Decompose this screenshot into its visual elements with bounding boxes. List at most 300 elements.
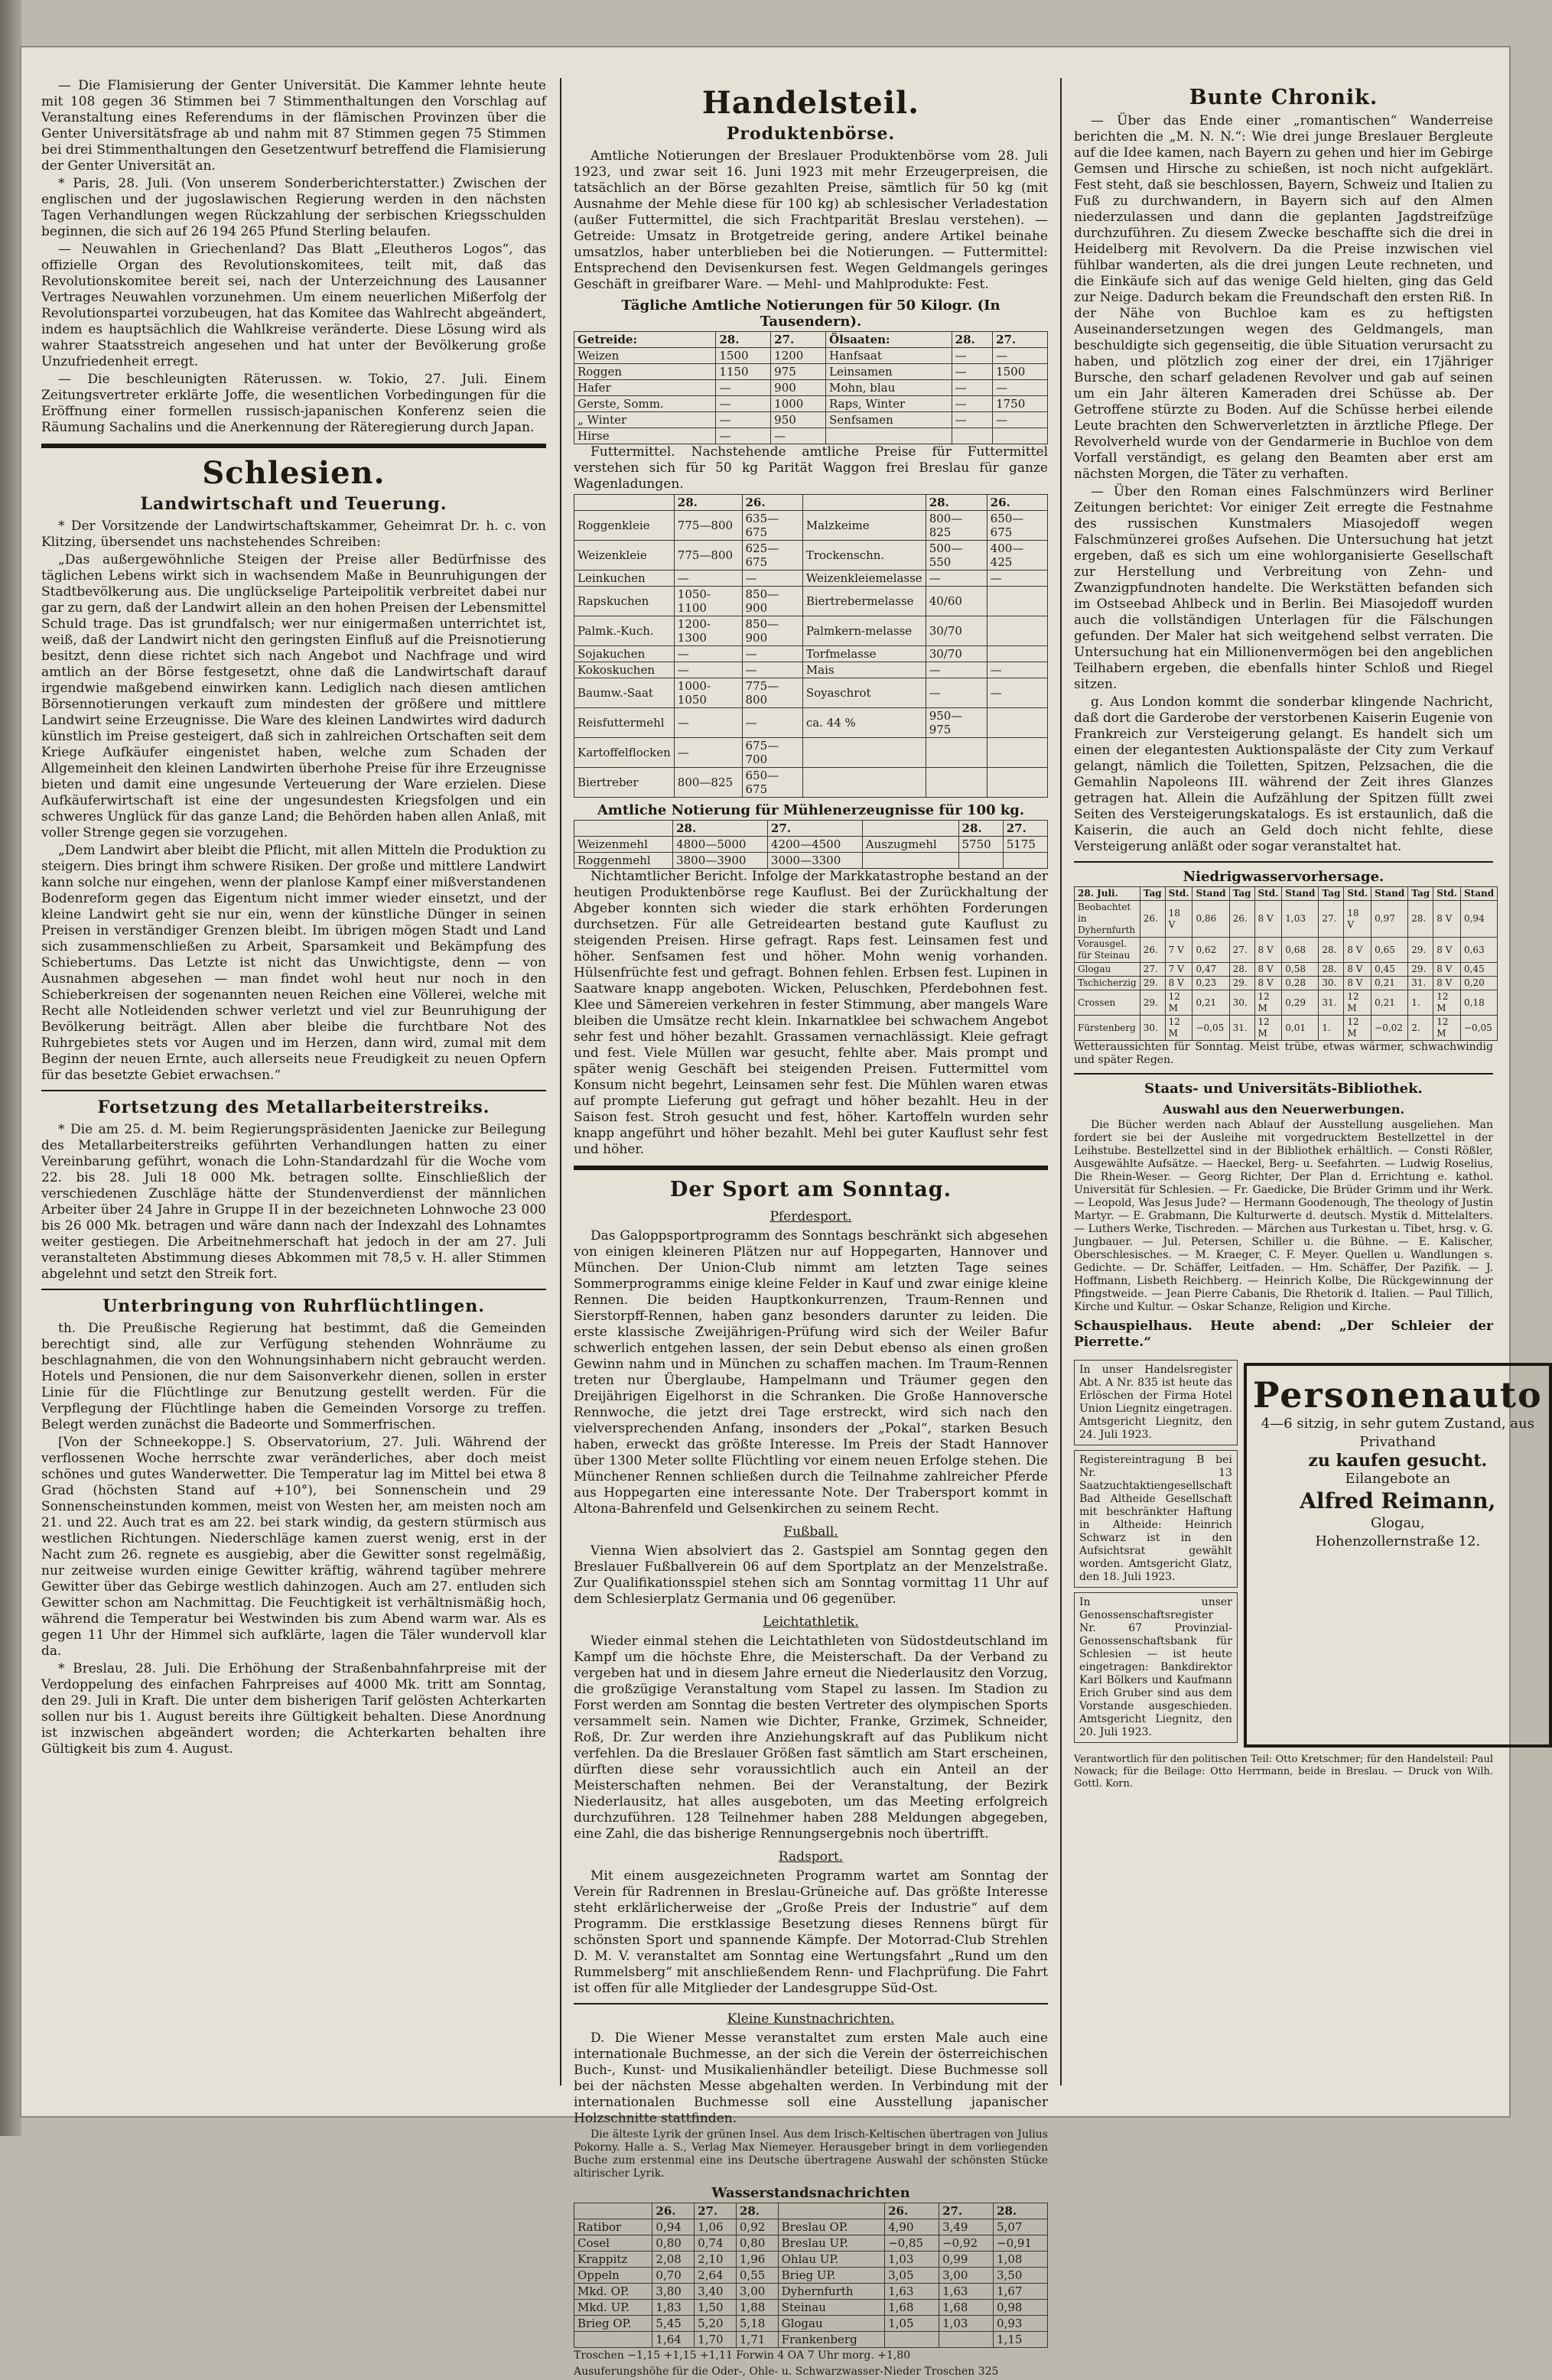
- table-header-cell: [862, 821, 958, 837]
- table-cell: 30.: [1229, 990, 1254, 1016]
- table-row: [574, 768, 1048, 798]
- table-cell: 1.: [1319, 1016, 1344, 1041]
- table-cell: 27.: [1140, 963, 1165, 977]
- table-cell: 1,03: [885, 2252, 939, 2268]
- table-cell: 850—900: [742, 587, 802, 616]
- table-cell: 1750: [993, 396, 1048, 412]
- article-paragraph: th. Die Preußische Regierung hat bestimmt, daß die Gemeinden berechtigt sind, alle zur Verfügung stehenden Wohnräume zu beschlagnahmen, die von den Wohnungsinhabern nicht gebraucht werden. Hotels und Pensionen, die nur dem Saisonverkehr dienen, sollen in erster Linie für die Flüchtlinge zur Benutzung gestellt werden. Für die Verpflegung der Flüchtlinge haben die Gemeinden Vorsorge zu treffen. Belegt werden zunächst die Badeorte und Sommerfrischen.: [41, 1321, 546, 1432]
- table-cell: 12 M: [1165, 1016, 1192, 1041]
- table-header-cell: [574, 495, 675, 511]
- table-cell: Kartoffelflocken: [574, 738, 675, 768]
- table-niedrigwasser: [1074, 886, 1498, 1041]
- chronik-item: g. Aus London kommt die sonderbar klingende Nachricht, daß dort die Garderobe der verstorbenen Kaiserin Eugenie von Frankreich zur Versteigerung gelangt. Es handelt sich um einen der elegantesten Auktionspaläste der City zum Verkauf gelangt, nämlich die Toiletten, Spitzen, Pelzsachen, die die Gemahlin Napoleons III. während der Zeit ihres Glanzes getragen hat. Allein die Aufzählung der Spitzen füllt zwei Seiten des Versteigerungskatalogs. Es ist erstaunlich, daß die Kaiserin, die auch an Geld doch nicht fehlte, diese Versteigerung anläßt oder sogar veranstaltet hat.: [1074, 694, 1493, 854]
- table-header-cell: Stand: [1282, 887, 1319, 901]
- table-cell: 1,83: [652, 2300, 695, 2316]
- table-cell: —: [716, 428, 771, 444]
- table-cell: Raps, Winter: [826, 396, 952, 412]
- section-title-schlesien: Schlesien.: [202, 455, 386, 491]
- news-item: * Paris, 28. Juli. (Von unserem Sonderberichterstatter.) Zwischen der englischen und der jugoslawischen Regierung werden in den nächsten Tagen Verhandlungen wegen Rückzahlung der serbischen Kriegsschulden beginnen, die sich auf 26 194 265 Pfund Sterling belaufen.: [41, 176, 546, 239]
- table-cell: —: [674, 571, 742, 587]
- table-cell: 7 V: [1165, 963, 1192, 977]
- table-cell: 1000: [771, 396, 826, 412]
- sport-radsport: Mit einem ausgezeichneten Programm wartet am Sonntag der Verein für Radrennen in Breslau-Grüneiche auf. Das größte Interesse steht erklärlicherweise der „Große Preis der Industrie“ auf dem Programm. Die erstklassige Besetzung dieses Rennens bürgt für schönsten Sport und spannende Kämpfe. Der Motorrad-Club Strehlen D. M. V. veranstaltet am Sonntag eine Wertungsfahrt „Rund um den Rummelsberg“ mit anschließendem Renn- und Flachprüfung. Die Fahrt ist offen für alle Mitglieder der Landesgruppe Süd-Ost.: [574, 1868, 1048, 1996]
- table-cell: 625—675: [742, 541, 802, 571]
- table-cell: —: [742, 646, 802, 662]
- table-cell: 0,68: [1282, 938, 1319, 963]
- table-header-cell: [802, 495, 926, 511]
- table-cell: —: [716, 412, 771, 428]
- ad-advertiser-street: Hohenzollernstraße 12.: [1315, 1533, 1481, 1549]
- table-header-cell: 28. Juli.: [1075, 887, 1140, 901]
- table-cell: 0,62: [1192, 938, 1229, 963]
- divider: [1074, 861, 1493, 863]
- table-cell: 775—800: [674, 511, 742, 541]
- table-cell: 650—675: [742, 768, 802, 798]
- table-cell: 12 M: [1433, 990, 1461, 1016]
- wetteraussichten: Wetteraussichten für Sonntag. Meist trübe, etwas wärmer, schwachwindig und später Regen.: [1074, 1041, 1493, 1066]
- table-cell: 1200-1300: [674, 616, 742, 646]
- table-cell: Crossen: [1075, 990, 1140, 1016]
- divider: [574, 2003, 1048, 2004]
- table-cell: Brieg UP.: [778, 2268, 884, 2284]
- table-muehle: [574, 820, 1048, 869]
- table-cell: 18 V: [1344, 901, 1371, 938]
- table-cell: 1,71: [736, 2332, 778, 2348]
- boerse-intro: Amtliche Notierungen der Breslauer Produktenbörse vom 28. Juli 1923, und zwar seit 16. Juni 1923 mit mehr Erzeugerpreisen, die tatsächlich an der Börse gezahlten Preise, sämtlich für 50 kg (mit Ausnahme der Mehle diese für 100 kg) ab schlesischer Verladestation (außer Futtermittel, die sich Frachtparität Breslau verstehen). — Getreide: Umsatz in Brotgetreide gering, andere Artikel beinahe umsatzlos, haber unterblieben bei die Notierungen. — Futtermittel: Entsprechend den Devisenkursen fest. Wegen Geldmangels geringes Geschäft in greifbarer Ware. — Mehl- und Mahlprodukte: Fest.: [574, 148, 1048, 292]
- table-cell: 8 V: [1344, 963, 1371, 977]
- table-cell: 1,68: [939, 2300, 994, 2316]
- column-middle: [574, 78, 1048, 2378]
- table-cell: 1,03: [939, 2316, 994, 2332]
- table-cell: 675—700: [742, 738, 802, 768]
- table-cell: Leinsamen: [826, 364, 952, 380]
- table-row: [574, 2300, 1048, 2316]
- table-header-cell: 26.: [652, 2203, 695, 2219]
- table-cell: −0,05: [1460, 1016, 1497, 1041]
- article-paragraph: „Dem Landwirt aber bleibt die Pflicht, mit allen Mitteln die Produktion zu steigern. Dies bringt ihm schwere Risiken. Der große und mittlere Landwirt kann solche nur eingehen, wenn der planlose Kampf einer mißverstandenen Bodenreform gegen das Eigentum nicht immer wieder einsetzt, und der kleine Landwirt geht sie nur ein, wenn der künstliche Dünger in seinen Preisen in verständiger Grenzen bleibt. Im übrigen mögen Stadt und Land sich zusammenschließen zu Arbeit, Sparsamkeit und Bekämpfung des Schiebertums. Das Letzte ist nicht das Unwichtigste, denn — von Ausnahmen abgesehen — man findet wohl heut nur noch in den Schieberkreisen der sogenannten neuen Reichen eine Völlerei, welche mit Recht alle Notleidenden schwer verletzt und viel zur Beunruhigung der Bevölkerung beiträgt. Allen aber bleibe die furchtbare Not des Ruhrgebietes stets vor Augen und im Herzen, dann wird, zumal mit dem Beginn der neuen Ernte, auch allerseits neue Freudigkeit zu neuen Opfern für das besetzte Gebiet erwachsen.“: [41, 843, 546, 1083]
- table-cell: 0,93: [994, 2316, 1048, 2332]
- table-cell: [987, 738, 1047, 768]
- table-title-getreide: Tägliche Amtliche Notierungen für 50 Kilogr. (In Tausendern).: [621, 298, 1001, 330]
- table-cell: Mais: [802, 662, 926, 678]
- table-cell: Trockenschn.: [802, 541, 926, 571]
- table-cell: Malzkeime: [802, 511, 926, 541]
- advertisement-personenauto: [1244, 1363, 1552, 1748]
- table-cell: 1,63: [885, 2284, 939, 2300]
- table-cell: 1,63: [939, 2284, 994, 2300]
- table-wasserstand: [574, 2203, 1048, 2348]
- table-cell: 8 V: [1433, 901, 1461, 938]
- table-cell: Mkd. UP.: [574, 2300, 652, 2316]
- table-row: [574, 2219, 1048, 2235]
- article-metallarbeiterstreik: [41, 1122, 546, 1283]
- table-cell: Roggenmehl: [574, 853, 673, 869]
- table-cell: Glogau: [1075, 963, 1140, 977]
- table-cell: Biertrebermelasse: [802, 587, 926, 616]
- chronik-item: — Über das Ende einer „romantischen“ Wanderreise berichten die „M. N. N.“: Wie drei junge Breslauer Bergleute auf die Idee kamen, nach Bayern zu gehen und hier im Gebirge Gemsen und Hirsche zu schießen, ist noch nicht aufgeklärt. Fest steht, daß sie beschlossen, Bayern, Schweiz und Italien zu Fuß zu durchwandern, in Bayern sich auf den Almen niederzulassen und dann die geplanten Jagdstreifzüge durchzuführen. Zu diesem Zwecke beschaffte sich die drei in Heidelberg mit Revolvern. Da die Preise inzwischen viel fühlbar wanderten, als die drei jungen Leute rechneten, und die Einkäufe sich auf das wenige Geld hielten, ging das Geld zur Neige. Dadurch bekam die Freundschaft den ersten Riß. In der Nähe von Buchloe kam es zu heftigsten Auseinandersetzungen wegen des Geldmangels, man beschuldigte sich gegenseitig, die üble Situation verursacht zu haben, und plötzlich zog einer der drei, ein 17jähriger Bursche, den scharf geladenen Revolver und gab auf seinen um ein Jahr älteren Kameraden drei Schüsse ab. Der Getroffene stürzte zu Boden. Auf die Schüsse herbei eilende Leute brachten den Schwerverletzten in ärztliche Pflege. Der Revolverheld wurde von der Gendarmerie in Buchloe von dem Vorfall verständigt, es gelang den Beamten aber erst am nächsten Morgen, die Täter zu verhaften.: [1074, 113, 1493, 482]
- table-row: [574, 364, 1048, 380]
- bibliothek-list: Die Bücher werden nach Ablauf der Ausstellung ausgeliehen. Man fordert sie bei der Ausleihe mit vorgedrucktem Bestellzettel in der Leihstube. Bestellzettel sind in der Bibliothek erhältlich. — Consti Rößler, Ausgewählte Aufsätze. — Haeckel, Berg- u. Seefahrten. — Ludwig Roselius, Die Rhein-Weser. — Georg Richter, Der Plan d. Errichtung e. kathol. Universität für Schlesien. — Fr. Gaedicke, Die Brüder Grimm und ihr Werk. — Leopold, Was Jesus Jude? — Hermann Goodenough, The theology of Justin Martyr. — E. Grabmann, Die Kulturwerte d. deutsch. Mystik d. Mittelalters. — Luthers Werke, Tischreden. — Märchen aus Turkestan u. Tibet, hrsg. v. G. Jungbauer. — Jul. Petersen, Schiller u. die Bühne. — E. Kalischer, Oberschlesisches. — M. Kraeger, C. F. Meyer. Quellen u. Wandlungen s. Gedichte. — Dr. Schäffer, Leitfaden. — Hm. Schäffer, Der Pazifik. — J. Hoffmann, Lisbeth Reichberg. — Heinrich Kolbe, Die Rückgewinnung der Pfingstweide. — Jean Pierre Cabanis, Die Rhetorik d. Italien. — Paul Tillich, Kirche und Kultur. — Oskar Schanze, Religion und Kirche.: [1074, 1119, 1493, 1313]
- table-cell: 950—975: [926, 708, 987, 738]
- table-cell: −0,02: [1371, 1016, 1408, 1041]
- table-row: [574, 616, 1048, 646]
- table-cell: Soyaschrot: [802, 678, 926, 708]
- table-cell: 2.: [1408, 1016, 1433, 1041]
- table-cell: 1.: [1408, 990, 1433, 1016]
- table-row: [1075, 977, 1498, 990]
- table-cell: Ohlau UP.: [778, 2252, 884, 2268]
- table-cell: Senfsamen: [826, 412, 952, 428]
- table-cell: Oppeln: [574, 2268, 652, 2284]
- table-cell: —: [952, 396, 992, 412]
- table-cell: —: [674, 738, 742, 768]
- table-cell: 12 M: [1344, 1016, 1371, 1041]
- table-cell: 0,99: [939, 2252, 994, 2268]
- sport-pferdesport: Das Galoppsportprogramm des Sonntags beschränkt sich abgesehen von einigen kleineren Plätzen nur auf Hoppegarten, Hannover und München. Der Union-Club nimmt am letzten Tage seines Sommerprogramms einige kleine Felder in Kauf und zwar einige kleine Rennen. Die beiden Hauptkonkurrenzen, Traum-Rennen und Sierstorpff-Rennen, haben ganz besonders darunter zu leiden. Die erste klassische Zweijährigen-Prüfung wird sich der Weiler Bafur schwerlich entgehen lassen, der sein Debut ebenso als einen großen Gewinn nahm und in München zu schaffen machen. Im Traum-Rennen treten nur Überglaube, Hampelmann und Träumer gegen den Dreijährigen Eigelhorst in die Schranken. Die Große Hannoversche Rennwoche, die jetzt drei Tage erstreckt, wird sich nach den vielversprechenden Anfang, insonders der „Pokal“, starken Besuch haben, erweckt das größte Interesse. Im Preis der Stadt Hannover über 1300 Meter sollte Flüchtling vor einem neuen Erfolge stehen. Die Münchener Rennen schließen durch die Teilnahme zahlreicher Pferde aus Hoppegarten eine interessante Note. Der Trabersport kommt in Altona-Bahrenfeld und Gelsenkirchen zu seinem Recht.: [574, 1228, 1048, 1517]
- divider: [41, 1090, 546, 1091]
- divider: [41, 1289, 546, 1290]
- lead-news-items: [41, 78, 546, 436]
- table-header-cell: 28.: [958, 821, 1003, 837]
- wasserstand-footer: Troschen −1,15 +1,15 +1,11 Forwin 4 OA 7 Uhr morg. +1,80: [574, 2349, 911, 2362]
- table-row: [574, 837, 1048, 853]
- table-cell: 4200—4500: [767, 837, 862, 853]
- table-row: [574, 662, 1048, 678]
- table-cell: [926, 738, 987, 768]
- table-cell: 5,20: [695, 2316, 737, 2332]
- section-title-handelsteil: Handelsteil.: [701, 85, 920, 121]
- table-cell: [802, 768, 926, 798]
- table-cell: [885, 2332, 939, 2348]
- table-cell: 28.: [1319, 963, 1344, 977]
- table-cell: 30/70: [926, 646, 987, 662]
- chronik-items: [1074, 113, 1493, 855]
- table-cell: —: [952, 380, 992, 396]
- table-cell: 26.: [1140, 938, 1165, 963]
- table-cell: Weizenkleie: [574, 541, 675, 571]
- table-cell: —: [926, 678, 987, 708]
- table-cell: 30.: [1319, 977, 1344, 990]
- table-header-cell: Stand: [1371, 887, 1408, 901]
- section-divider: [574, 1166, 1048, 1170]
- imprint: Verantwortlich für den politischen Teil: Otto Kretschmer; für den Handelsteil: Paul Nowack; für die Beilage: Otto Herrmann, beide in Breslau. — Druck von Wilh. Gottl. Korn.: [1074, 1754, 1493, 1790]
- table-cell: [862, 853, 958, 869]
- table-header-cell: Std.: [1433, 887, 1461, 901]
- table-cell: 1050-1100: [674, 587, 742, 616]
- table-row: [1075, 963, 1498, 977]
- table-cell: 29.: [1408, 938, 1433, 963]
- table-cell: 0,65: [1371, 938, 1408, 963]
- table-cell: —: [674, 708, 742, 738]
- table-cell: 0,21: [1371, 990, 1408, 1016]
- table-cell: 0,94: [1460, 901, 1497, 938]
- table-cell: 1,88: [736, 2300, 778, 2316]
- table-header-cell: Getreide:: [574, 332, 716, 348]
- table-cell: Sojakuchen: [574, 646, 675, 662]
- table-header-cell: Tag: [1229, 887, 1254, 901]
- table-cell: 950: [771, 412, 826, 428]
- table-cell: Hanfsaat: [826, 348, 952, 364]
- table-header-cell: 27.: [695, 2203, 737, 2219]
- table-cell: 29.: [1408, 963, 1433, 977]
- table-row: [574, 708, 1048, 738]
- table-cell: 0,20: [1460, 977, 1497, 990]
- table-cell: 900: [771, 380, 826, 396]
- table-cell: Torfmelasse: [802, 646, 926, 662]
- table-cell: 3000—3300: [767, 853, 862, 869]
- table-header-cell: [574, 2203, 652, 2219]
- ad-headline: Personenauto: [1252, 1374, 1543, 1416]
- subhead-fussball: Fußball.: [783, 1524, 838, 1540]
- table-cell: 31.: [1319, 990, 1344, 1016]
- news-item: — Neuwahlen in Griechenland? Das Blatt „Eleutheros Logos“, das offizielle Organ des Revolutionskomitees, teilt mit, daß das Revolutionskomitee bereit sei, nach der Unterzeichnung des Lausanner Vertrages Neuwahlen vorzunehmen. Um einem neuerlichen Mißerfolg der Revolutionspartei vorzubeugen, hat das Komitee das Wahlrecht abgeändert, indem es hauptsächlich die Wahlkreise veränderte. Diese Lösung wird als wahrer Staatsstreich angesehen und hat unter der Bevölkerung große Unzufriedenheit erregt.: [41, 242, 546, 369]
- table-row: [574, 380, 1048, 396]
- table-cell: [826, 428, 952, 444]
- table-cell: 30.: [1140, 1016, 1165, 1041]
- table-header-cell: 28.: [716, 332, 771, 348]
- section-title-bunte-chronik: Bunte Chronik.: [1189, 86, 1378, 109]
- table-row: [1075, 901, 1498, 938]
- table-cell: Palmk.-Kuch.: [574, 616, 675, 646]
- table-cell: 0,01: [1282, 1016, 1319, 1041]
- table-header-cell: Tag: [1140, 887, 1165, 901]
- table-cell: Mohn, blau: [826, 380, 952, 396]
- article-paragraph: [Von der Schneekoppe.] S. Observatorium, 27. Juli. Während der verflossenen Woche herrschte zwar veränderliches, aber doch meist schönes und gutes Wanderwetter. Die Temperatur lag im Mittel bei etwa 8 Grad (höchsten Stand auf +10°), bei Sonnenschein und 29 Sonnenscheinstunden kommen, meist von Westen her, am meisten noch am 21. und 22. Auch trat es am 22. bei stark windig, da gestern stürmisch aus westlichen Richtungen. Niederschläge kamen zuerst wenig, erst in der Nacht zum 26. regnete es ausgiebig, aber die Gewitter sonst regelmäßig, nur zeitweise wurden einige Gewitter kräftig, während tagüber mehrere Gewitter über das Gebirge westlich dahinzogen. Auch am 27. entluden sich Gewitter schon am Nachmittag. Die Feuchtigkeit ist verhältnismäßig hoch, während die Temperatur bei Westwinden bis zum Abend warm war. Als es gegen 11 Uhr der Himmel sich aufklärte, lagen die Täler wundervoll klar da.: [41, 1435, 546, 1659]
- register-notice-2: Registereintragung B bei Nr. 13 Saatzuchtaktiengesellschaft Bad Altheide Gesellschaft mit beschränkter Haftung in Altheide: Heinrich Schwarz ist in den Aufsichtsrat gewählt worden. Amtsgericht Glatz, den 18. Juli 1923.: [1074, 1450, 1238, 1588]
- table-header-cell: [574, 821, 673, 837]
- table-cell: [987, 587, 1047, 616]
- table-cell: 1,50: [695, 2300, 737, 2316]
- table-cell: 0,98: [994, 2300, 1048, 2316]
- table-cell: 0,23: [1192, 977, 1229, 990]
- table-cell: [987, 616, 1047, 646]
- table-cell: Gerste, Somm.: [574, 396, 716, 412]
- subhead-leichtathletik: Leichtathletik.: [763, 1614, 859, 1630]
- table-cell: 1200: [771, 348, 826, 364]
- subhead-ruhrfluechtlinge: Unterbringung von Ruhrflüchtlingen.: [102, 1296, 485, 1316]
- kunst-text-lyrik: Die älteste Lyrik der grünen Insel. Aus dem Irisch-Keltischen übertragen von Julius Pokorny. Halle a. S., Verlag Max Niemeyer. Herausgeber bringt in dem vorliegenden Buche zum erstenmal eine ins Deutsche übertragene Auswahl der schönsten Stücke altirischer Lyrik.: [574, 2128, 1048, 2180]
- table-cell: —: [742, 662, 802, 678]
- table-cell: 800—825: [926, 511, 987, 541]
- table-cell: —: [926, 662, 987, 678]
- table-row: [574, 2235, 1048, 2252]
- table-cell: 12 M: [1344, 990, 1371, 1016]
- ad-offer: Eilangebote an: [1345, 1471, 1450, 1487]
- table-cell: Tschicherzig: [1075, 977, 1140, 990]
- table-cell: 775—800: [742, 678, 802, 708]
- table-cell: 1,06: [695, 2219, 737, 2235]
- table-cell: 18 V: [1165, 901, 1192, 938]
- table-header-cell: 27.: [939, 2203, 994, 2219]
- table-cell: 1000-1050: [674, 678, 742, 708]
- table-cell: −0,92: [939, 2235, 994, 2252]
- table-header-cell: Std.: [1254, 887, 1282, 901]
- table-cell: 30/70: [926, 616, 987, 646]
- table-cell: 27.: [1229, 938, 1254, 963]
- table-header-cell: 27.: [1003, 821, 1047, 837]
- ad-line-2: zu kaufen gesucht.: [1308, 1451, 1488, 1471]
- table-header-cell: Std.: [1344, 887, 1371, 901]
- table-header-cell: 27.: [767, 821, 862, 837]
- table-getreide: [574, 331, 1048, 444]
- sport-fussball: Vienna Wien absolviert das 2. Gastspiel am Sonntag gegen den Breslauer Fußballverein 06 auf dem Sportplatz an der Menzelstraße. Zur Qualifikationsspiel stehen sich am Sonntag vormittag 11 Uhr auf dem Schlesierplatz Germania und 06 gegenüber.: [574, 1543, 1048, 1607]
- table-cell: 0,45: [1460, 963, 1497, 977]
- table-cell: 0,58: [1282, 963, 1319, 977]
- table-cell: 3,00: [939, 2268, 994, 2284]
- subhead-pferdesport: Pferdesport.: [769, 1209, 852, 1224]
- table-row: [574, 428, 1048, 444]
- chronik-item: — Über den Roman eines Falschmünzers wird Berliner Zeitungen berichtet: Vor einiger Zeit erregte die Festnahme des russischen Kunstmalers Miasojedoff wegen Falschmünzerei großes Aufsehen. Die Untersuchung hat jetzt ergeben, daß es sich um eine wohlorganisierte Gesellschaft zur Herstellung und Verbreitung von Zehn- und Zwanzigpfundnoten handelte. Die Werkstätten befanden sich im Ostseebad Ahlbeck und in Berlin. Bei Miasojedoff wurden auch die vollständigen Unterlagen für die Fälschungen gefunden. Der Maler hat sich weitgehend selbst verraten. Die Untersuchung hat ein Millionenvermögen bei den angeblichen Teilhabern ergeben, die ebenfalls hinter Schloß und Riegel sitzen.: [1074, 484, 1493, 692]
- table-cell: 635—675: [742, 511, 802, 541]
- article-paragraph: * Breslau, 28. Juli. Die Erhöhung der Straßenbahnfahrpreise mit der Verdoppelung des einfachen Fahrpreises auf 4000 Mk. tritt am Sonntag, den 29. Juli in Kraft. Die unter dem bisherigen Tarif gelösten Achterkarten sollen nur bis 1. August bereits ihre Gültigkeit behalten. Diese Anordnung ist inzwischen abgeändert worden; die Achterkarten behalten ihre Gültigkeit bis zum 4. August.: [41, 1661, 546, 1757]
- table-cell: 0,18: [1460, 990, 1497, 1016]
- table-cell: Ratibor: [574, 2219, 652, 2235]
- table-cell: Frankenberg: [778, 2332, 884, 2348]
- table-cell: 28.: [1408, 901, 1433, 938]
- table-row: [574, 412, 1048, 428]
- table-cell: [987, 646, 1047, 662]
- table-row: [574, 678, 1048, 708]
- table-cell: 8 V: [1344, 977, 1371, 990]
- table-cell: [952, 428, 992, 444]
- table-row: [574, 2332, 1048, 2348]
- article-landwirtschaft: [41, 519, 546, 1084]
- table-header-cell: Ölsaaten:: [826, 332, 952, 348]
- table-cell: [993, 428, 1048, 444]
- table-cell: [926, 768, 987, 798]
- table-cell: Palmkern-melasse: [802, 616, 926, 646]
- table-cell: Weizen: [574, 348, 716, 364]
- table-cell: Baumw.-Saat: [574, 678, 675, 708]
- table-cell: 3,40: [695, 2284, 737, 2300]
- ad-line-1: 4—6 sitzig, in sehr gutem Zustand, aus Privathand: [1261, 1416, 1534, 1450]
- table-cell: 8 V: [1433, 963, 1461, 977]
- table-cell: 0,45: [1371, 963, 1408, 977]
- table-cell: 12 M: [1254, 1016, 1282, 1041]
- table-cell: 3,05: [885, 2268, 939, 2284]
- table-cell: 1,96: [736, 2252, 778, 2268]
- table-title-wasserstand: Wasserstandsnachrichten: [711, 2185, 910, 2201]
- table-cell: 3,00: [736, 2284, 778, 2300]
- table-header-cell: 26.: [742, 495, 802, 511]
- divider: [1074, 1073, 1493, 1075]
- table-cell: 29.: [1140, 990, 1165, 1016]
- table-cell: Weizenkleiemelasse: [802, 571, 926, 587]
- table-row: [574, 646, 1048, 662]
- table-cell: 0,63: [1460, 938, 1497, 963]
- column-rule: [1060, 78, 1062, 2086]
- market-report: Nichtamtlicher Bericht. Infolge der Markkatastrophe bestand an der heutigen Produktenbörse rege Kauflust. Bei der Zurückhaltung der Abgeber konnten sich wieder die stark erhöhten Forderungen durchsetzen. Für alle Getreidearten bestand gute Kauflust zu steigenden Preisen. Hirse gefragt. Raps fest. Leinsamen fest und höher. Senfsamen fest und höher. Mohn wenig vorhanden. Hülsenfrüchte fest und gefragt. Bohnen fehlen. Erbsen fest. Lupinen in Saatware knapp angeboten. Wicken, Peluschken, Pferdebohnen fest. Klee und Sämereien verkehren in fester Stimmung, aber mangels Ware bleiben die Umsätze recht klein. Inkarnatklee bei schwachem Angebot sehr fest und höher bezahlt. Grassamen vernachlässigt. Kleie gefragt und fest. Viele Müllen war gesucht, fehlte aber. Mais prompt und später wenig Geschäft bei steigenden Preisen. Futtermittel vom Konsum nicht begehrt, Leinsamen sehr fest. Die Mühlen waren etwas auf prompte Lieferung gut gefragt und höher bezahlt. Heu in der Saison fest. Stroh gesucht und fest, höher. Kartoffeln wurden sehr knapp angeführt und höher bezahlt. Mehl bei guter Kauflust sehr fest und höher.: [574, 869, 1048, 1157]
- table-cell: [939, 2332, 994, 2348]
- table-cell: 8 V: [1254, 963, 1282, 977]
- table-cell: 5175: [1003, 837, 1047, 853]
- table-cell: 0,92: [736, 2219, 778, 2235]
- register-notice-1: In unser Handelsregister Abt. A Nr. 835 ist heute das Erlöschen der Firma Hotel Union Liegnitz eingetragen. Amtsgericht Liegnitz, den 24. Juli 1923.: [1074, 1360, 1238, 1445]
- table-cell: Roggenkleie: [574, 511, 675, 541]
- table-cell: —: [674, 662, 742, 678]
- table-cell: Reisfuttermehl: [574, 708, 675, 738]
- table-cell: —: [674, 646, 742, 662]
- table-cell: Steinau: [778, 2300, 884, 2316]
- table-cell: Brieg OP.: [574, 2316, 652, 2332]
- table-cell: Glogau: [778, 2316, 884, 2332]
- table-cell: Cosel: [574, 2235, 652, 2252]
- article-paragraph: * Die am 25. d. M. beim Regierungspräsidenten Jaenicke zur Beilegung des Metallarbeiterstreiks geführten Verhandlungen hatten zu einer Vereinbarung geführt, wonach die Lohn-Standardzahl für die Woche vom 22. bis 28. Juli 18 000 Mk. betragen sollte. Einschließlich der verschiedenen Zuschläge hätte der Stundenverdienst der männlichen Arbeiter über 24 Jahre in Gruppe II in der bezeichneten Lohnwoche 23 000 bis 26 000 Mk. betragen und wäre dann nach der Indexzahl des Lohnamtes weiter gestiegen. Die Arbeitnehmerschaft hat jedoch in der am 27. Juli veranstalteten Abstimmung dieses Abkommen mit 78,5 v. H. aller Stimmen abgelehnt und setzt den Streik fort.: [41, 1122, 546, 1282]
- table-cell: [1003, 853, 1047, 869]
- table-cell: 1,05: [885, 2316, 939, 2332]
- page-binding-edge: [0, 0, 21, 2136]
- table-cell: —: [952, 364, 992, 380]
- table-cell: 0,74: [695, 2235, 737, 2252]
- table-cell: 26.: [1140, 901, 1165, 938]
- table-cell: —: [952, 348, 992, 364]
- table-cell: 775—800: [674, 541, 742, 571]
- table-cell: 2,10: [695, 2252, 737, 2268]
- table-cell: 0,80: [652, 2235, 695, 2252]
- table-cell: 0,47: [1192, 963, 1229, 977]
- table-cell: Hafer: [574, 380, 716, 396]
- subhead-radsport: Radsport.: [778, 1849, 844, 1865]
- table-cell: 500—550: [926, 541, 987, 571]
- table-cell: 2,64: [695, 2268, 737, 2284]
- subhead-produktenboerse: Produktenbörse.: [726, 124, 896, 144]
- table-row: [574, 853, 1048, 869]
- table-row: [1075, 938, 1498, 963]
- table-header-cell: Std.: [1165, 887, 1192, 901]
- table-cell: 2,08: [652, 2252, 695, 2268]
- table-cell: 800—825: [674, 768, 742, 798]
- newspaper-page: [21, 47, 1543, 2378]
- table-row: [574, 587, 1048, 616]
- table-header-cell: 28.: [674, 495, 742, 511]
- table-row: [574, 571, 1048, 587]
- table-header-cell: 27.: [993, 332, 1048, 348]
- table-cell: 0,21: [1192, 990, 1229, 1016]
- table-cell: Hirse: [574, 428, 716, 444]
- table-cell: —: [771, 428, 826, 444]
- table-cell: 7 V: [1165, 938, 1192, 963]
- table-cell: Auszugmehl: [862, 837, 958, 853]
- table-cell: ca. 44 %: [802, 708, 926, 738]
- table-cell: 850—900: [742, 616, 802, 646]
- table-row: [574, 2268, 1048, 2284]
- table-cell: 40/60: [926, 587, 987, 616]
- table-row: [574, 2316, 1048, 2332]
- table-cell: 0,29: [1282, 990, 1319, 1016]
- table-cell: 3,50: [994, 2268, 1048, 2284]
- table-cell: Breslau UP.: [778, 2235, 884, 2252]
- table-cell: —: [987, 678, 1047, 708]
- table-cell: 1,08: [994, 2252, 1048, 2268]
- table-cell: 5,07: [994, 2219, 1048, 2235]
- table-cell: 12 M: [1433, 1016, 1461, 1041]
- table-cell: 0,97: [1371, 901, 1408, 938]
- table-cell: 1,64: [652, 2332, 695, 2348]
- table-header-cell: 28.: [736, 2203, 778, 2219]
- news-item: — Die Flamisierung der Genter Universität. Die Kammer lehnte heute mit 108 gegen 36 Stimmen bei 7 Stimmenthaltungen den Vorschlag auf Veranstaltung eines Referendums in der flämischen Provinzen über die Genter Universitätsfrage ab und nahm mit 87 Stimmen gegen 75 Stimmen bei drei Stimmenthaltungen den Gesetzentwurf betreffend die Flamisierung der Genter Universität an.: [41, 78, 546, 174]
- table-row: [1075, 1016, 1498, 1041]
- table-cell: 0,28: [1282, 977, 1319, 990]
- subhead-kunstnachrichten: Kleine Kunstnachrichten.: [727, 2011, 895, 2027]
- table-row: [574, 738, 1048, 768]
- table-cell: 8 V: [1165, 977, 1192, 990]
- table-cell: —: [993, 412, 1048, 428]
- table-cell: —: [742, 571, 802, 587]
- table-row: [1075, 990, 1498, 1016]
- register-notice-3: In unser Genossenschaftsregister Nr. 67 Provinzial-Genossenschaftsbank für Schlesien — ist heute eingetragen: Bankdirektor Karl Bölkers und Kaufmann Erich Gruber sind aus dem Vorstande ausgeschieden. Amtsgericht Liegnitz, den 20. Juli 1923.: [1074, 1592, 1238, 1743]
- table-cell: 3800—3900: [673, 853, 768, 869]
- table-cell: Dyhernfurth: [778, 2284, 884, 2300]
